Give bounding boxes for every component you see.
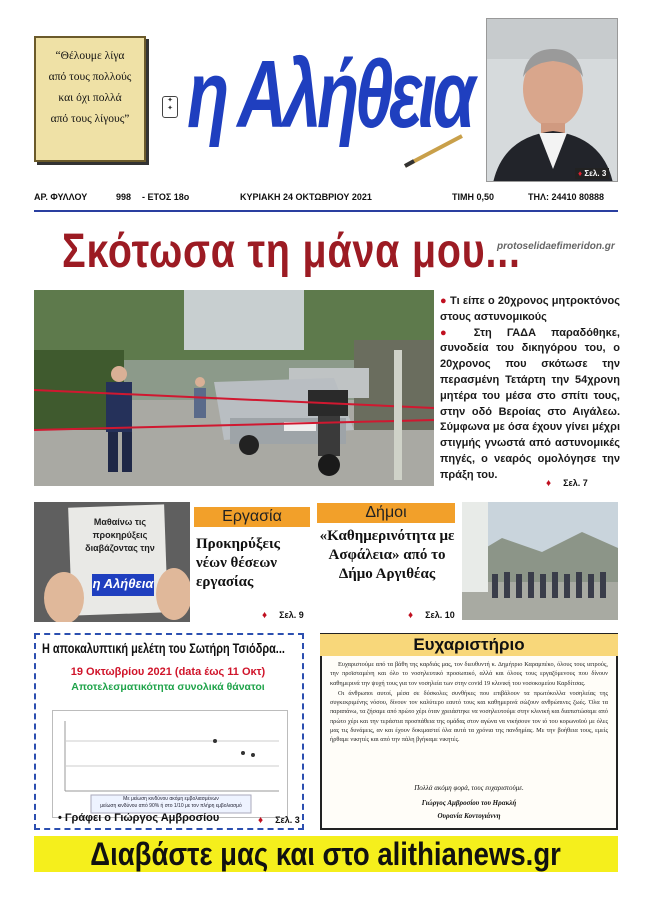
diamond-icon: ♦ [258,815,264,826]
quote-line: από τους πολλούς [48,71,132,83]
study-date: 19 Οκτωβρίου 2021 (data έως 11 Οκτ) [70,666,266,678]
author-label: Γράφει ο Γιώργος Αμβροσίου [64,812,220,824]
page-ref-label: Σελ. 9 [279,610,304,620]
year: - ΕΤΟΣ 18ο [142,192,190,202]
study-subtitle: Αποτελεσματικότητα συνολικά θάνατοι [71,681,265,693]
section-label-dimoi: Δήμοι [317,503,455,523]
date: ΚΥΡΙΑΚΗ 24 ΟΚΤΩΒΡΙΟΥ 2021 [240,192,372,202]
page-ref-label: Σελ. 3 [584,169,607,178]
footer-text: Διαβάστε μας και στο alithianews.gr [90,836,562,872]
divider [34,210,618,212]
watermark: protoselidaefimeridon.gr [497,241,615,252]
bullet-icon: ● [440,326,459,339]
quote-line: “Θέλουμε λίγα [55,50,125,62]
price: ΤΙΜΗ 0,50 [452,192,495,202]
page-ref-label: Σελ. 3 [275,815,300,825]
study-title[interactable]: Η αποκαλυπτική μελέτη του Σωτήρη Τσιόδρα... [42,640,285,656]
emblem-icon: ✦ ✦ [162,96,178,118]
diamond-icon: ♦ [408,610,414,621]
footer-banner[interactable] [34,836,618,872]
headline[interactable]: Σκότωσα τη μάνα μου... [62,225,521,278]
article-intro: Τι είπε ο 20χρονος μητροκτόνος στους αστυνομικούς [440,295,620,323]
portrait-photo [486,18,618,182]
phone: ΤΗΛ: 24410 80888 [528,192,605,202]
lead-article[interactable] [440,294,620,484]
page-ref[interactable] [408,610,455,621]
book-logo: η Αλήθεια [92,576,154,591]
page-ref[interactable] [262,610,304,621]
thanks-body [330,660,608,746]
quote-box [34,36,146,162]
section-label-ergasia: Εργασία [194,507,310,527]
dimoi-title[interactable]: «Καθημερινότητα με Ασφάλεια» από το Δήμο Αργιθέας [319,528,455,582]
page-ref-label: Σελ. 7 [563,478,588,488]
thanks-signature: Ουρανία Κοντογιάννη [437,812,501,820]
chart-caption: Με μείωση κινδύνου ακόμη εμβολιασμένων [123,796,219,802]
thanks-paragraph: Ευχαριστούμε από τα βάθη της καρδιάς μας, τον διευθυντή κ. Δημήτριο Καραμπέκο, όλους τους ιατρούς, την προϊσταμένη και όλο το νοσηλευτικό προσωπικό, αλλά και όλους τους εργαζόμενους που δίνουν καθημερινά την ψυχή τους για τον νοσηλεία των στην covid 19 κλινική του νοσοκομείου Καρδίτσας. [330,661,608,687]
diamond-icon: ♦ [546,478,552,489]
thanks-signature: Γιώργος Αμβροσίου του Ηρακλή [421,799,517,807]
group-photo[interactable] [462,502,618,620]
promo-book-photo[interactable] [34,502,190,622]
article-body: Στη ΓΑΔΑ παραδόθηκε, συνοδεία του δικηγόρου του, ο 20χρονος που σκότωσε την περασμένη Τετάρτη την 54χρονη μητέρα του μέσα στο σπίτι τους, στην οδό Βεροίας στο Αιγάλεω. Σύμφωνα με όσα έχουν γίνει μέχρι στιγμής γνωστά από αστυνομικές πηγές, ο νεαρός ομολόγησε την πράξη του. [440,326,620,481]
info-bar [34,192,618,208]
bullet-icon: • [58,812,62,824]
ergasia-title[interactable]: Προκηρύξεις νέων θέσεων εργασίας [196,536,280,590]
crime-scene-photo[interactable] [34,290,434,486]
diamond-icon: ♦ [262,610,268,621]
issue-number: 998 [116,192,132,202]
book-line: προκηρύξεις [92,530,148,540]
page-ref[interactable] [546,478,588,489]
book-line: Μαθαίνω τις [93,517,147,527]
page-ref[interactable]: ♦ Σελ. 3 [575,168,609,179]
quote-line: και όχι πολλά [58,92,122,104]
page-ref[interactable] [258,815,300,826]
study-chart-image [52,710,288,818]
thanks-title: Ευχαριστήριο [320,634,618,656]
bullet-icon: ● [440,295,447,307]
pen-icon [400,130,470,170]
issue-label: ΑΡ. ΦΥΛΛΟΥ [34,192,88,202]
masthead-title: η Αλήθεια [187,41,472,148]
quote-line: από τους λίγους” [50,113,130,125]
thanks-paragraph: Οι άνθρωποι αυτοί, μέσα σε δύσκολες συνθήκες που επιβάλουν τα πρωτόκολλα νοσηλείας της συγκεκριμένης νόσου, δίνουν τον καλύτερο εαυτό τους και καθημερινά σώζουν ανθρώπινες ζωές. Όλα τα παραπάνω, τα ζήσαμε από πρώτο χέρι όταν χρειάστηκε να νοσηλευτούμε στην κλινική και διαπιστώσαμε από πρώτο χέρι και την τεράστια προσπάθεια της ομάδας στον αγώνα να νικήσουν τον ιό του κορωνοϊού με όλες μας τις δυνάμεις, αν και έχουν δοκιμαστεί όλα αυτά τα χρόνια της πανδημίας. Με την βοήθεια τους, εμείς ήρθαμε νικητές και από την πάλη βγήκαμε νικητές. [330,689,608,744]
book-line: διαβάζοντας την [85,543,155,553]
chart-caption: μείωση κινδύνου από 90% ή στο 1/10 με τον πλήρη εμβολιασμό [100,803,242,809]
thanks-closing: Πολλά ακόμη φορά, τους ευχαριστούμε. [414,784,524,792]
page-ref-label: Σελ. 10 [425,610,455,620]
study-author [58,812,219,824]
